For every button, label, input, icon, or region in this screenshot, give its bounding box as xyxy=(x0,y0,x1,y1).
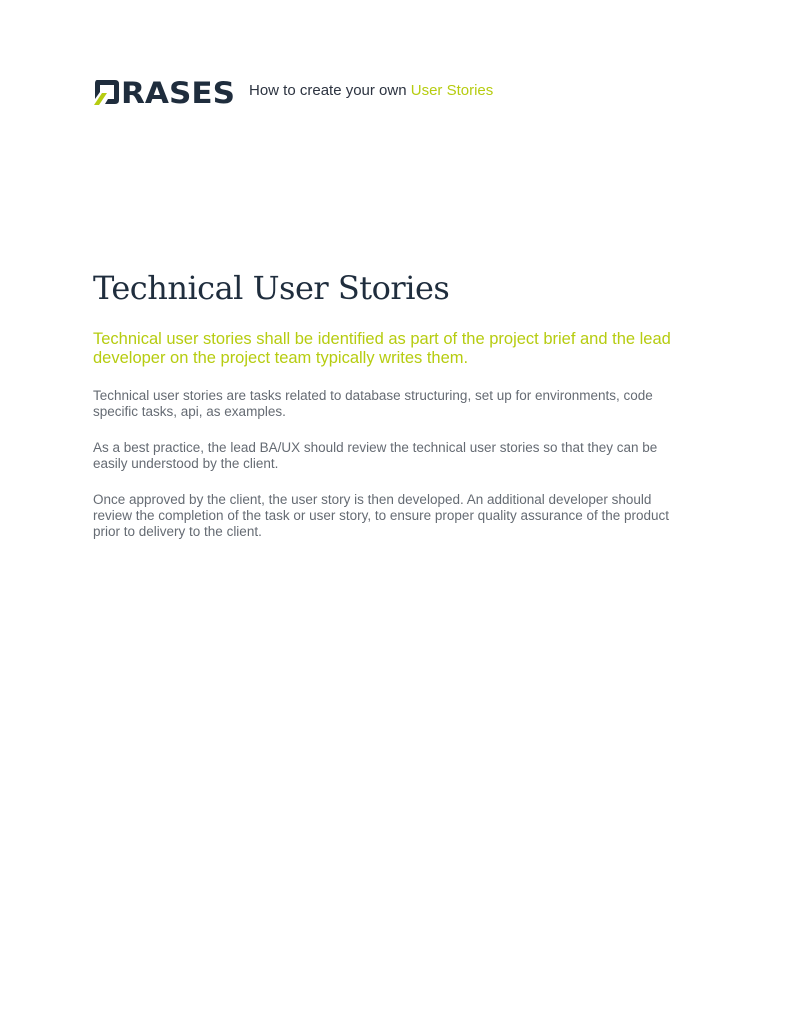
orases-logo xyxy=(93,79,236,106)
header-title-accent: User Stories xyxy=(410,81,494,99)
body-paragraph-1: Technical user stories are tasks related to database structuring, set up for environments, code specific tasks, api, as examples. xyxy=(93,388,653,419)
svg-text:RASES: RASES xyxy=(121,78,235,106)
lead-paragraph: Technical user stories shall be identified as part of the project brief and the lead developer on the project team typically writes them. xyxy=(93,330,671,367)
header-title-prefix: How to create your own xyxy=(249,81,407,99)
page-header xyxy=(93,77,493,107)
body-paragraph-2: As a best practice, the lead BA/UX should review the technical user stories so that they can be easily understood by the client. xyxy=(93,440,658,471)
main-content xyxy=(93,266,693,540)
document-subject xyxy=(249,82,493,99)
body-paragraph-3: Once approved by the client, the user story is then developed. An additional developer should review the completion of the task or user story, to ensure proper quality assurance of the product prior to delivery to the client. xyxy=(93,492,670,539)
page-title: Technical User Stories xyxy=(93,269,450,307)
